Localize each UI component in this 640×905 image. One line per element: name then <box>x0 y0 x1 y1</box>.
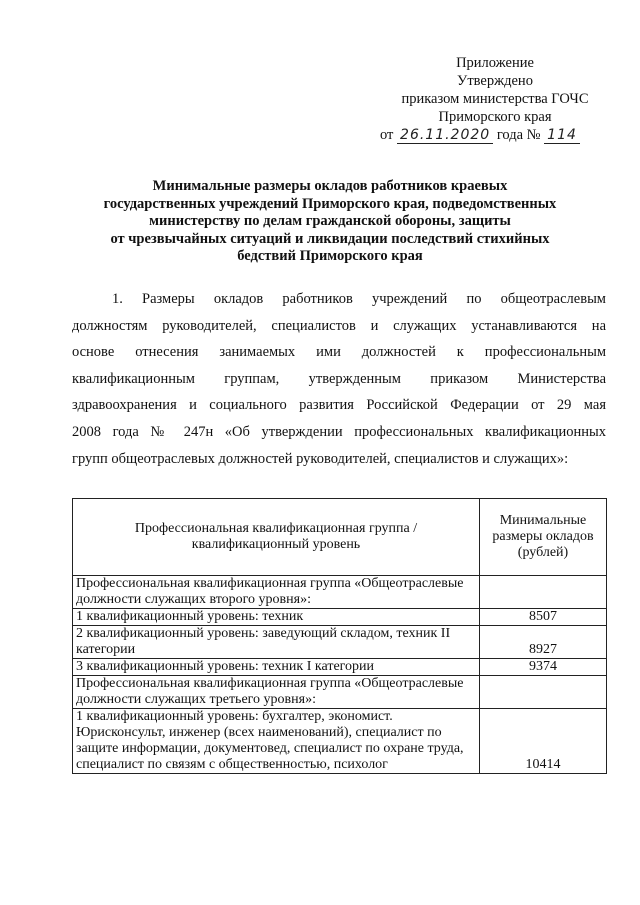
paragraph-line: основе отнесения занимаемых ими должностей к профессиональным <box>72 344 606 361</box>
table-row <box>73 709 607 774</box>
handwritten-date: 26.11.2020 <box>397 127 493 144</box>
table-cell-amount: 9374 <box>480 659 607 676</box>
header-salary: Минимальные размеры окладов (рублей) <box>480 499 607 576</box>
table-cell-label: 2 квалификационный уровень: заведующий складом, техник II категории <box>73 626 480 659</box>
table-cell-label: Профессиональная квалификационная группа «Общеотраслевые должности служащих второго уровня»: <box>73 576 480 609</box>
title-line: министерству по делам гражданской обороны, защиты <box>149 213 511 229</box>
paragraph-line: групп общеотраслевых должностей руководителей, специалистов и служащих»: <box>72 450 569 467</box>
salary-table <box>72 498 607 774</box>
paragraph-line: 1. Размеры окладов работников учреждений по общеотраслевым <box>112 291 606 307</box>
title-line: бедствий Приморского края <box>237 248 423 264</box>
table-cell-label: 3 квалификационный уровень: техник I категории <box>73 659 480 676</box>
approval-line-region: Приморского края <box>438 109 552 125</box>
table-header-row <box>73 499 607 576</box>
paragraph-line: здравоохранения и социального развития Российской Федерации от 29 мая <box>72 397 606 414</box>
table-row <box>73 609 607 626</box>
header-group-level: Профессиональная квалификационная группа / квалификационный уровень <box>73 499 480 576</box>
table-cell-label: 1 квалификационный уровень: техник <box>73 609 480 626</box>
number-prefix: года № <box>496 127 541 143</box>
approval-block <box>380 54 610 144</box>
document-title <box>80 178 580 266</box>
date-prefix: от <box>380 127 394 143</box>
handwritten-number: 114 <box>544 127 580 144</box>
approval-line-approved: Утверждено <box>457 73 533 89</box>
table-cell-amount <box>480 576 607 609</box>
approval-line-appendix: Приложение <box>456 55 534 71</box>
table-row <box>73 676 607 709</box>
table-cell-amount <box>480 676 607 709</box>
table-cell-amount: 8927 <box>480 626 607 659</box>
approval-date-line <box>380 126 610 144</box>
table-cell-amount: 8507 <box>480 609 607 626</box>
table-row <box>73 659 607 676</box>
approval-line-order: приказом министерства ГОЧС <box>401 91 589 107</box>
title-line: от чрезвычайных ситуаций и ликвидации последствий стихийных <box>110 230 550 247</box>
paragraph-line: должностям руководителей, специалистов и служащих устанавливаются на <box>72 317 606 334</box>
body-paragraph <box>72 286 606 472</box>
table-row <box>73 576 607 609</box>
table-cell-label: Профессиональная квалификационная группа «Общеотраслевые должности служащих третьего уровня»: <box>73 676 480 709</box>
paragraph-line: квалификационным группам, утвержденным приказом Министерства <box>72 370 606 387</box>
table-row <box>73 626 607 659</box>
paragraph-line: 2008 года № 247н «Об утверждении профессиональных квалификационных <box>72 423 606 440</box>
table-cell-amount: 10414 <box>480 709 607 774</box>
title-line: Минимальные размеры окладов работников краевых <box>152 178 508 194</box>
table-cell-label: 1 квалификационный уровень: бухгалтер, экономист. Юрисконсульт, инженер (всех наименований), специалист по защите информации, документовед, специалист по охране труда, специалист по связям с общественностью, психолог <box>73 709 480 774</box>
title-line: государственных учреждений Приморского края, подведомственных <box>103 195 557 212</box>
